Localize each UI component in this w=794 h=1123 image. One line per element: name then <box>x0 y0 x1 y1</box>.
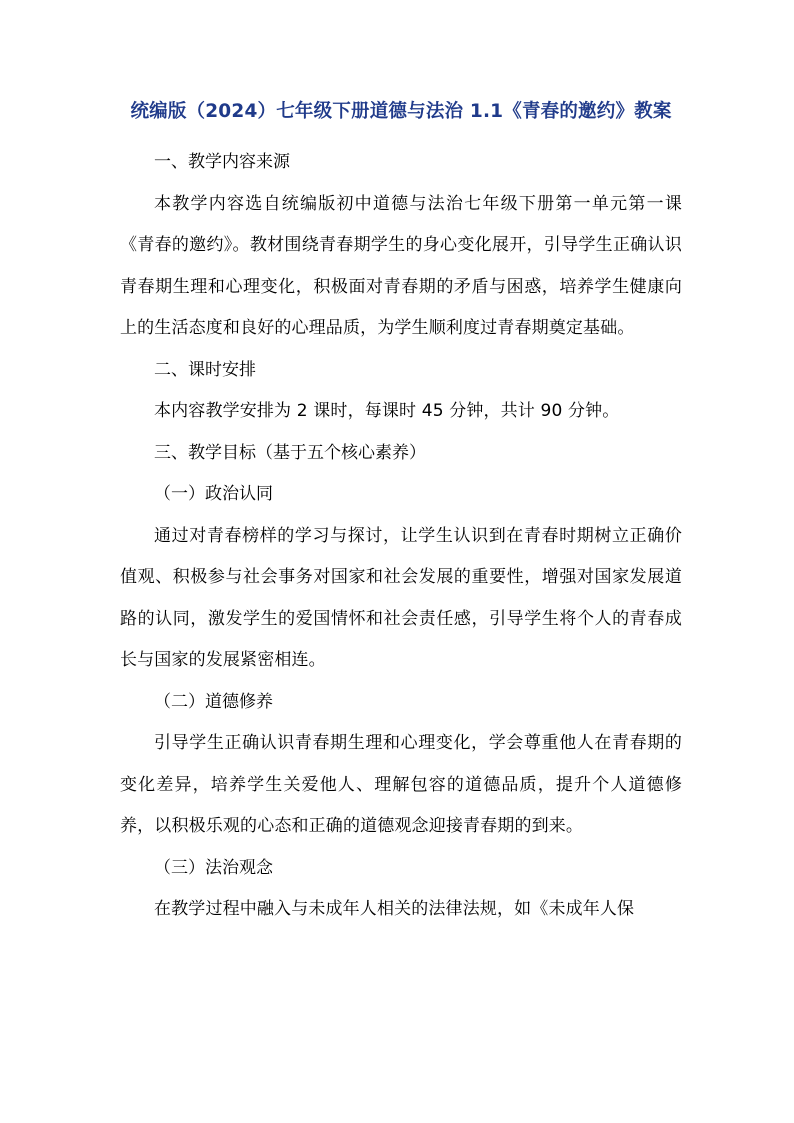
subsection-paragraph-political-identity: 通过对青春榜样的学习与探讨，让学生认识到在青春时期树立正确价值观、积极参与社会事务对国家和社会发展的重要性，增强对国家发展道路的认同，激发学生的爱国情怀和社会责任感，引导学生将个人的青春成长与国家的发展紧密相连。 <box>120 525 682 670</box>
document-body <box>120 142 682 931</box>
section-paragraph-content-source: 本教学内容选自统编版初中道德与法治七年级下册第一单元第一课《青春的邀约》。教材围绕青春期学生的身心变化展开，引导学生正确认识青春期生理和心理变化，积极面对青春期的矛盾与困惑，培养学生健康向上的生活态度和良好的心理品质，为学生顺利度过青春期奠定基础。 <box>120 193 682 338</box>
document-title: 统编版（2024）七年级下册道德与法治 1.1《青春的邀约》教案 <box>130 101 672 122</box>
section-heading-objectives: 三、教学目标（基于五个核心素养） <box>154 442 426 463</box>
section-heading-content-source: 一、教学内容来源 <box>154 152 290 172</box>
subsection-heading-moral-cultivation: （二）道德修养 <box>154 691 273 712</box>
subsection-paragraph-rule-of-law: 在教学过程中融入与未成年人相关的法律法规，如《未成年人保 <box>154 899 635 919</box>
section-paragraph-schedule: 本内容教学安排为 2 课时，每课时 45 分钟，共计 90 分钟。 <box>154 401 620 421</box>
subsection-paragraph-moral-cultivation: 引导学生正确认识青春期生理和心理变化，学会尊重他人在青春期的变化差异，培养学生关爱他人、理解包容的道德品质，提升个人道德修养，以积极乐观的心态和正确的道德观念迎接青春期的到来。 <box>120 733 682 836</box>
section-heading-schedule: 二、课时安排 <box>154 359 256 380</box>
subsection-heading-rule-of-law: （三）法治观念 <box>154 857 273 878</box>
subsection-heading-political-identity: （一）政治认同 <box>154 484 273 504</box>
